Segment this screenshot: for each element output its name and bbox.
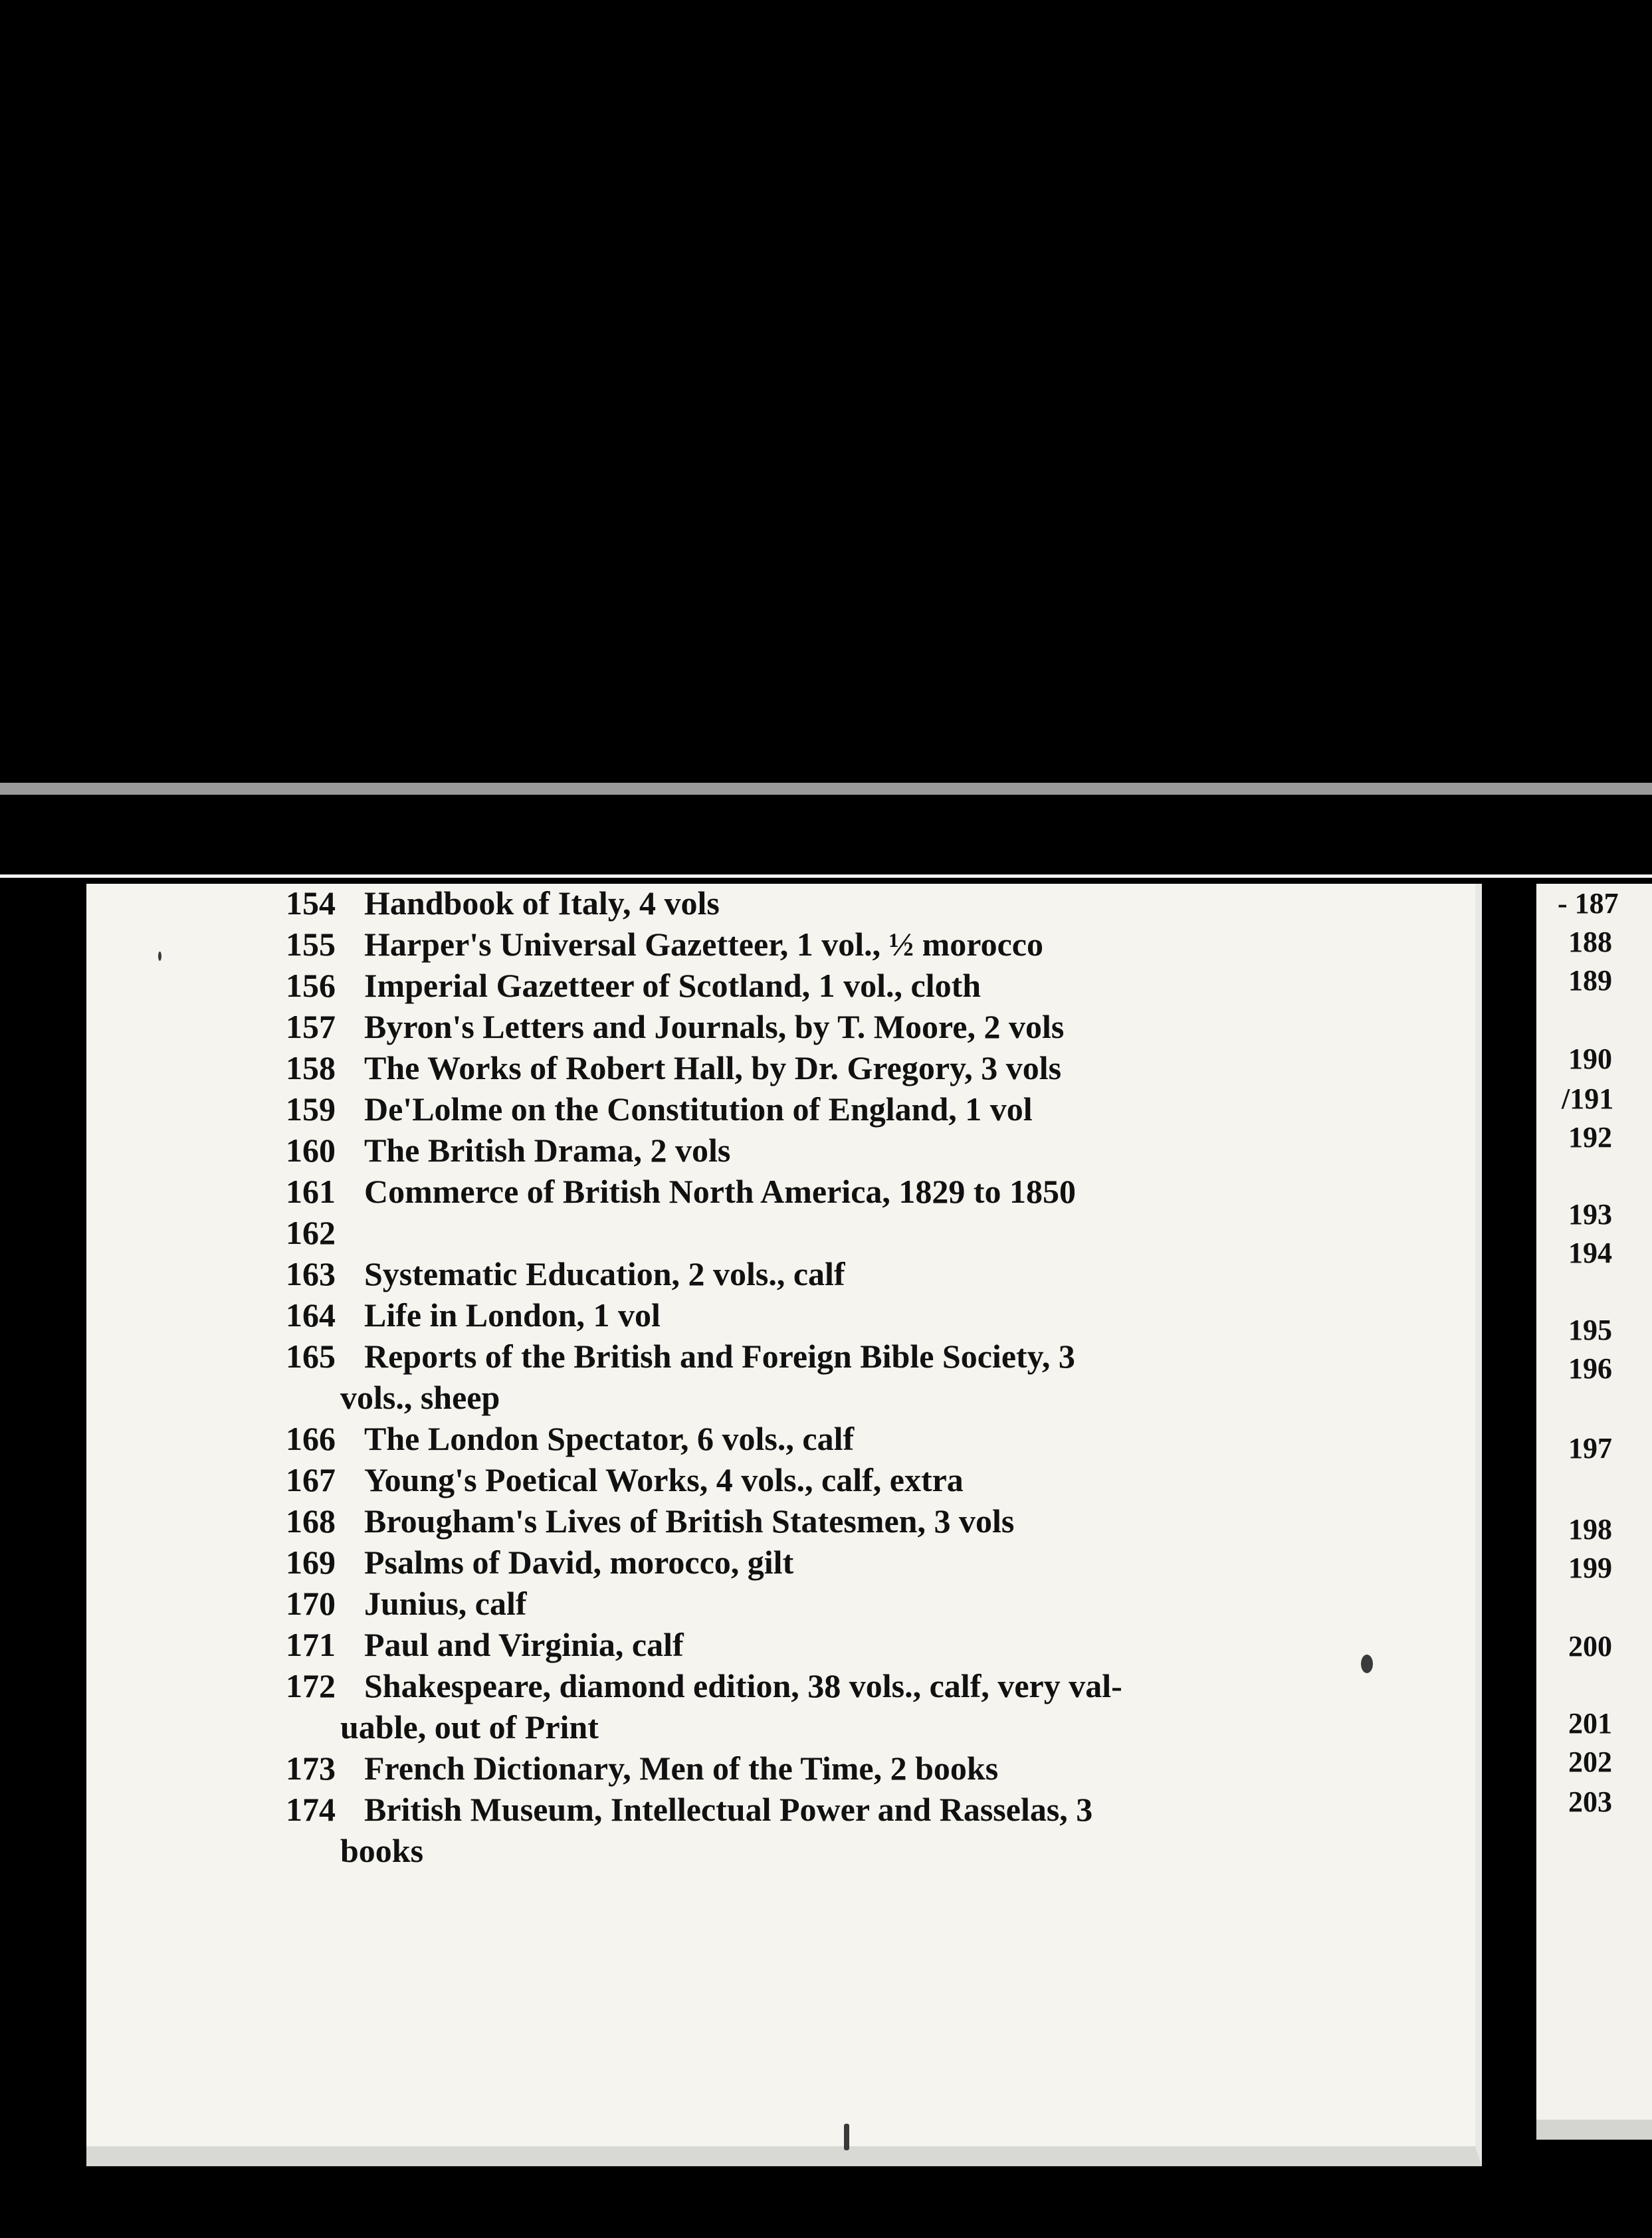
entry-163: [286, 1253, 1283, 1294]
entry-number: 165: [286, 1338, 336, 1375]
entry-text: Shakespeare, diamond edition, 38 vols., calf, very val-: [364, 1667, 1122, 1704]
entry-number: 160: [286, 1132, 336, 1169]
entry-172-continued: uable, out of Print: [340, 1708, 599, 1746]
entry-number: 167: [286, 1461, 336, 1498]
right-number: 192: [1568, 1121, 1612, 1154]
entry-156: [286, 965, 1283, 1006]
entry-number: 156: [286, 967, 336, 1004]
entry-number: 157: [286, 1008, 336, 1045]
right-number: 199: [1568, 1552, 1612, 1584]
entry-number: 159: [286, 1090, 336, 1128]
entry-text: The London Spectator, 6 vols., calf: [364, 1420, 855, 1457]
entry-number: 162: [286, 1214, 336, 1251]
right-number: 193: [1568, 1198, 1612, 1231]
entry-169: [286, 1542, 1283, 1583]
right-number: 188: [1568, 926, 1612, 958]
entry-157: [286, 1006, 1283, 1047]
entry-text: Reports of the British and Foreign Bible Society, 3: [364, 1338, 1075, 1375]
right-number: 200: [1568, 1630, 1612, 1663]
entry-number: 161: [286, 1173, 336, 1210]
entry-number: 166: [286, 1420, 336, 1457]
entry-174-continued: books: [340, 1832, 424, 1869]
right-number: - 187: [1558, 887, 1619, 920]
entry-text: British Museum, Intellectual Power and Rasselas, 3: [364, 1791, 1093, 1828]
entry-165: [286, 1336, 1283, 1377]
entry-text: The British Drama, 2 vols: [364, 1132, 731, 1169]
entry-159: [286, 1088, 1283, 1130]
right-number: /191: [1562, 1082, 1614, 1115]
entry-number: 171: [286, 1626, 336, 1663]
right-number: 203: [1568, 1785, 1612, 1818]
right-number: 190: [1568, 1043, 1612, 1075]
entry-174: [286, 1789, 1283, 1830]
entry-number: 173: [286, 1750, 336, 1787]
entry-text: Byron's Letters and Journals, by T. Moore, 2 vols: [364, 1008, 1065, 1045]
entry-text: Brougham's Lives of British Statesmen, 3 vols: [364, 1502, 1015, 1540]
entry-text: French Dictionary, Men of the Time, 2 books: [364, 1750, 999, 1787]
entry-text: Junius, calf: [364, 1585, 527, 1622]
entry-173: [286, 1748, 1283, 1789]
gray-band: [0, 783, 1652, 795]
entry-text: Harper's Universal Gazetteer, 1 vol., ½ morocco: [364, 926, 1043, 963]
entry-167: [286, 1459, 1283, 1500]
white-rule: [0, 874, 1652, 878]
right-number: 195: [1568, 1314, 1612, 1346]
right-number: 198: [1568, 1513, 1612, 1546]
entry-number: 155: [286, 926, 336, 963]
entry-164: [286, 1294, 1283, 1336]
entry-162: [286, 1212, 1283, 1253]
entry-161: [286, 1171, 1283, 1212]
right-number: 197: [1568, 1432, 1612, 1465]
ink-mark: [158, 952, 161, 961]
entry-155: [286, 924, 1283, 965]
entry-171: [286, 1624, 1283, 1665]
entry-166: [286, 1418, 1283, 1459]
entry-160: [286, 1130, 1283, 1171]
entry-number: 174: [286, 1791, 336, 1828]
ink-blot: [1361, 1655, 1373, 1673]
entry-text: Psalms of David, morocco, gilt: [364, 1544, 794, 1581]
right-number: 202: [1568, 1746, 1612, 1778]
entry-text: [364, 1212, 1283, 1253]
entry-text: Young's Poetical Works, 4 vols., calf, extra: [364, 1461, 964, 1498]
right-number: 196: [1568, 1352, 1612, 1385]
catalogue-list: [286, 882, 1283, 1871]
entry-165-continued: vols., sheep: [340, 1379, 500, 1416]
entry-number: 164: [286, 1296, 336, 1334]
entry-number: 158: [286, 1049, 336, 1086]
entry-number: 172: [286, 1667, 336, 1704]
entry-number: 169: [286, 1544, 336, 1581]
entry-number: 168: [286, 1502, 336, 1540]
entry-text: Commerce of British North America, 1829 to 1850: [364, 1173, 1077, 1210]
ink-mark: [844, 2124, 849, 2150]
entry-number: 163: [286, 1255, 336, 1292]
entry-number: 154: [286, 884, 336, 922]
entry-text: Handbook of Italy, 4 vols: [364, 884, 720, 922]
entry-text: De'Lolme on the Constitution of England, 1 vol: [364, 1090, 1033, 1128]
right-number: 201: [1568, 1707, 1612, 1740]
entry-number: 170: [286, 1585, 336, 1622]
entry-text: Imperial Gazetteer of Scotland, 1 vol., cloth: [364, 967, 981, 1004]
entry-text: Systematic Education, 2 vols., calf: [364, 1255, 845, 1292]
entry-170: [286, 1583, 1283, 1624]
entry-168: [286, 1500, 1283, 1542]
entry-text: Life in London, 1 vol: [364, 1296, 661, 1334]
entry-158: [286, 1047, 1283, 1088]
entry-text: The Works of Robert Hall, by Dr. Gregory, 3 vols: [364, 1049, 1062, 1086]
right-number: 189: [1568, 964, 1612, 997]
entry-text: Paul and Virginia, calf: [364, 1626, 684, 1663]
right-number: 194: [1568, 1237, 1612, 1269]
entry-172: [286, 1665, 1283, 1706]
entry-154: [286, 882, 1283, 924]
